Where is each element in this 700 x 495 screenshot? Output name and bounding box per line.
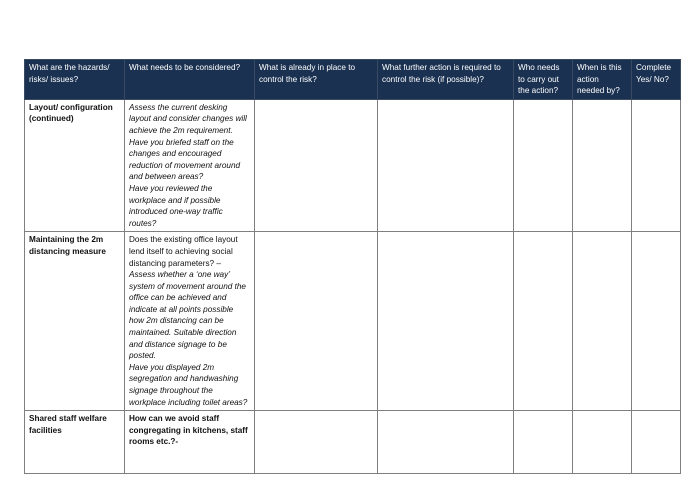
when-cell[interactable] — [573, 99, 632, 232]
consideration-text: How can we avoid staff congregating in kitchens, staff rooms etc.?- — [129, 414, 248, 447]
header-hazards: What are the hazards/ risks/ issues? — [25, 60, 125, 100]
consideration-text: Have you reviewed the workplace and if possible introduced one-way traffic routes? — [129, 183, 223, 228]
complete-cell[interactable] — [632, 99, 681, 232]
header-in-place: What is already in place to control the risk? — [255, 60, 378, 100]
who-cell[interactable] — [514, 411, 573, 474]
header-who: Who needs to carry out the action? — [514, 60, 573, 100]
complete-cell[interactable] — [632, 232, 681, 411]
considerations-cell — [125, 99, 255, 232]
header-when: When is this action needed by? — [573, 60, 632, 100]
header-further-action: What further action is required to control the risk (if possible)? — [378, 60, 514, 100]
risk-assessment-table — [24, 59, 681, 474]
hazard-cell: Shared staff welfare facilities — [25, 411, 125, 474]
in-place-cell[interactable] — [255, 411, 378, 474]
hazard-cell: Layout/ configuration (continued) — [25, 99, 125, 232]
consideration-text: Assess the current desking layout and consider changes will achieve the 2m requirement. — [129, 102, 247, 135]
header-complete: Complete Yes/ No? — [632, 60, 681, 100]
when-cell[interactable] — [573, 232, 632, 411]
considerations-cell — [125, 232, 255, 411]
who-cell[interactable] — [514, 232, 573, 411]
in-place-cell[interactable] — [255, 99, 378, 232]
further-action-cell[interactable] — [378, 411, 514, 474]
table-row — [25, 232, 681, 411]
who-cell[interactable] — [514, 99, 573, 232]
table-row — [25, 411, 681, 474]
when-cell[interactable] — [573, 411, 632, 474]
header-considerations: What needs to be considered? — [125, 60, 255, 100]
consideration-text: Does the existing office layout lend itself to achieving social distancing parameters? – — [129, 235, 238, 268]
consideration-text: Have you briefed staff on the changes and encouraged reduction of movement around and between areas? — [129, 137, 241, 182]
further-action-cell[interactable] — [378, 99, 514, 232]
consideration-text: Assess whether a ‘one way’ system of movement around the office can be achieved and indicate at all points possible how 2m distancing can be maintained. Suitable direction and distance signage to be posted. — [129, 270, 246, 361]
further-action-cell[interactable] — [378, 232, 514, 411]
hazard-cell: Maintaining the 2m distancing measure — [25, 232, 125, 411]
table-row — [25, 99, 681, 232]
consideration-text: Have you displayed 2m segregation and handwashing signage throughout the workplace including toilet areas? — [129, 362, 248, 407]
complete-cell[interactable] — [632, 411, 681, 474]
table-header-row — [25, 60, 681, 100]
in-place-cell[interactable] — [255, 232, 378, 411]
considerations-cell — [125, 411, 255, 474]
